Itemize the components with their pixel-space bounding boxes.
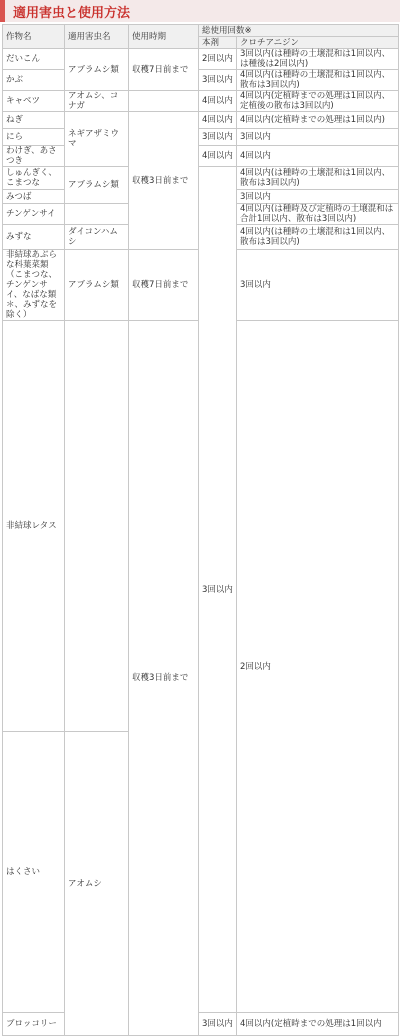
- pest-cell: ダイコンハムシ: [65, 225, 129, 250]
- crop-cell: にら: [3, 129, 65, 146]
- table-row: [3, 1013, 399, 1036]
- timing-cell: [129, 91, 199, 112]
- header-timing: 使用時期: [129, 25, 199, 49]
- table-row: [3, 167, 399, 190]
- crop-cell: みつば: [3, 190, 65, 204]
- usage-table: [2, 24, 399, 1036]
- clothianidin-cell: 4回以内(は種時の土壌混和は1回以内、散布は3回以内): [237, 70, 399, 91]
- clothianidin-cell: 4回以内(定植時までの処理は1回以内): [237, 112, 399, 129]
- table-row: [3, 49, 399, 70]
- clothianidin-cell: 4回以内(定植時までの処理は1回以内、定植後の散布は3回以内): [237, 91, 399, 112]
- pest-cell: アオムシ、コナガ: [65, 91, 129, 112]
- count-cell: 2回以内: [199, 49, 237, 70]
- count-cell: 3回以内: [199, 1013, 237, 1036]
- clothianidin-cell: 4回以内(定植時までの処理は1回以内: [237, 1013, 399, 1036]
- crop-cell: わけぎ、あさつき: [3, 146, 65, 167]
- crop-cell: しゅんぎく、こまつな: [3, 167, 65, 190]
- crop-cell: キャベツ: [3, 91, 65, 112]
- crop-cell: ブロッコリー: [3, 1013, 65, 1036]
- clothianidin-cell: 3回以内: [237, 250, 399, 321]
- header-clothianidin: クロチアニジン: [237, 37, 399, 49]
- clothianidin-cell: 3回以内(は種時の土壌混和は1回以内、は種後は2回以内): [237, 49, 399, 70]
- page-title: 適用害虫と使用方法: [13, 6, 131, 21]
- clothianidin-cell: 4回以内(は種時及び定植時の土壌混和は合計1回以内、散布は3回以内): [237, 204, 399, 225]
- pest-cell: アブラムシ類: [65, 250, 129, 321]
- crop-cell: 非結球あぶらな科葉菜類（こまつな、チンゲンサイ、なばな類＊、みずなを除く）: [3, 250, 65, 321]
- count-cell: 4回以内: [199, 112, 237, 129]
- timing-cell: 収穫3日前まで: [129, 112, 199, 250]
- crop-cell: だいこん: [3, 49, 65, 70]
- pest-cell: アオムシ: [65, 732, 129, 1036]
- timing-cell: 収穫3日前まで: [129, 321, 199, 1036]
- crop-cell: ねぎ: [3, 112, 65, 129]
- title-bar: [0, 0, 400, 22]
- crop-cell: かぶ: [3, 70, 65, 91]
- crop-cell: チンゲンサイ: [3, 204, 65, 225]
- count-cell: 3回以内: [199, 167, 237, 1013]
- pest-cell: [65, 204, 129, 225]
- header-row-top: [3, 25, 399, 37]
- table-row: [3, 70, 399, 91]
- clothianidin-cell: 4回以内: [237, 146, 399, 167]
- count-cell: 3回以内: [199, 129, 237, 146]
- pest-cell: アブラムシ類: [65, 167, 129, 204]
- clothianidin-cell: 3回以内: [237, 129, 399, 146]
- table-row: [3, 129, 399, 146]
- count-cell: 2回以内: [237, 321, 399, 1013]
- timing-cell: 収穫7日前まで: [129, 250, 199, 321]
- pest-cell: ネギアザミウマ: [65, 112, 129, 167]
- crop-cell: はくさい: [3, 732, 65, 1013]
- clothianidin-cell: 3回以内: [237, 190, 399, 204]
- header-crop: 作物名: [3, 25, 65, 49]
- count-cell: 3回以内: [199, 70, 237, 91]
- table-row: [3, 91, 399, 112]
- header-this-agent: 本剤: [199, 37, 237, 49]
- clothianidin-cell: 4回以内(は種時の土壌混和は1回以内、散布は3回以内): [237, 167, 399, 190]
- crop-cell: みずな: [3, 225, 65, 250]
- header-total-uses: 総使用回数※: [199, 25, 399, 37]
- clothianidin-cell: 4回以内(は種時の土壌混和は1回以内、散布は3回以内): [237, 225, 399, 250]
- pest-cell: [65, 321, 129, 732]
- timing-cell: 収穫7日前まで: [129, 49, 199, 91]
- crop-cell: 非結球レタス: [3, 321, 65, 732]
- count-cell: 4回以内: [199, 91, 237, 112]
- table-row: [3, 146, 399, 167]
- header-pest: 適用害虫名: [65, 25, 129, 49]
- count-cell: 4回以内: [199, 146, 237, 167]
- table-row: [3, 112, 399, 129]
- pest-cell: アブラムシ類: [65, 49, 129, 91]
